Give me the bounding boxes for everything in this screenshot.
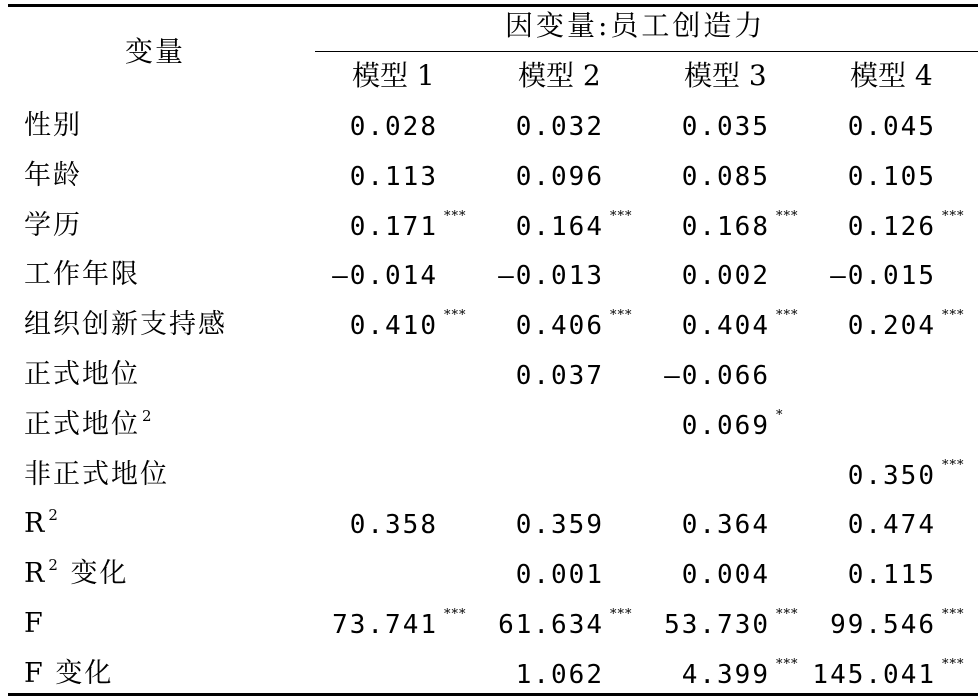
row-label-superscript: 2: [48, 556, 60, 574]
header-model-3: 模型 3: [684, 59, 767, 92]
header-variable: 变量: [125, 35, 186, 68]
significance-stars: *: [776, 408, 784, 423]
table-cell-value: 4.399: [681, 660, 770, 690]
row-label-text: F: [24, 608, 45, 639]
table-cell-value: 0.035: [681, 112, 770, 142]
table-cell-value: 61.634: [498, 610, 604, 640]
table-cell-value: —0.015: [830, 261, 936, 291]
row-label-superscript: 2: [48, 506, 60, 524]
row-label: [24, 407, 154, 440]
table-cell-value: —0.066: [664, 361, 770, 391]
table-cell-value: 0.032: [515, 112, 604, 142]
table-cell-value: 0.171: [349, 212, 438, 242]
table-cell-value: 0.115: [847, 560, 936, 590]
significance-stars: ***: [610, 209, 633, 224]
row-label: [24, 660, 113, 687]
table-cell-value: 0.164: [515, 212, 604, 242]
significance-stars: ***: [776, 209, 799, 224]
row-label-text: 工作年限: [24, 259, 140, 290]
table-top-rule: [8, 4, 978, 7]
row-label-text: 学历: [24, 210, 82, 241]
table-cell-value: 0.410: [349, 311, 438, 341]
table-cell-value: 0.404: [681, 311, 770, 341]
header-sub-rule: [315, 51, 978, 52]
row-label-text: R: [24, 508, 47, 539]
table-cell-value: 0.045: [847, 112, 936, 142]
row-label-text: 正式地位: [24, 359, 140, 390]
header-dependent-variable: 因变量:员工创造力: [505, 9, 766, 42]
header-model-2: 模型 2: [518, 59, 601, 92]
significance-stars: ***: [942, 657, 965, 672]
table-cell-value: —0.013: [498, 261, 604, 291]
row-label-superscript: 2: [142, 407, 154, 425]
row-label: [24, 311, 227, 338]
significance-stars: ***: [942, 458, 965, 473]
row-label: [24, 261, 140, 288]
table-cell-value: 53.730: [664, 610, 770, 640]
table-cell-value: 99.546: [830, 610, 936, 640]
table-cell-value: 0.350: [847, 461, 936, 491]
row-label-text: 正式地位: [24, 409, 140, 440]
significance-stars: ***: [444, 607, 467, 622]
header-model-1: 模型 1: [352, 59, 435, 92]
row-label: [24, 610, 45, 637]
table-cell-value: 0.069: [681, 411, 770, 441]
row-label: [24, 461, 169, 488]
table-cell-value: 0.113: [349, 162, 438, 192]
significance-stars: ***: [610, 607, 633, 622]
row-label-text: 年龄: [24, 160, 82, 191]
table-cell-value: 0.028: [349, 112, 438, 142]
row-label-text: 非正式地位: [24, 459, 169, 490]
table-cell-value: 73.741: [332, 610, 438, 640]
table-cell-value: 0.359: [515, 510, 604, 540]
table-cell-value: 1.062: [515, 660, 604, 690]
row-label-text: F 变化: [24, 658, 114, 689]
significance-stars: ***: [776, 657, 799, 672]
table-cell-value: 0.001: [515, 560, 604, 590]
table-cell-value: 0.204: [847, 311, 936, 341]
row-label: [24, 361, 140, 388]
table-cell-value: 0.126: [847, 212, 936, 242]
table-cell-value: 0.096: [515, 162, 604, 192]
table-cell-value: 0.168: [681, 212, 770, 242]
significance-stars: ***: [444, 308, 467, 323]
table-cell-value: 0.358: [349, 510, 438, 540]
table-bottom-rule: [8, 693, 978, 696]
row-label: [24, 556, 129, 589]
significance-stars: ***: [776, 607, 799, 622]
table-cell-value: —0.014: [332, 261, 438, 291]
table-cell-value: 0.105: [847, 162, 936, 192]
header-model-4: 模型 4: [850, 59, 933, 92]
table-cell-value: 0.085: [681, 162, 770, 192]
table-cell-value: 0.474: [847, 510, 936, 540]
significance-stars: ***: [942, 607, 965, 622]
table-cell-value: 0.004: [681, 560, 770, 590]
row-label-text: 性别: [24, 110, 82, 141]
table-cell-value: 0.364: [681, 510, 770, 540]
row-label: [24, 162, 82, 189]
table-cell-value: 0.406: [515, 311, 604, 341]
row-label: [24, 112, 82, 139]
significance-stars: ***: [610, 308, 633, 323]
row-label: [24, 212, 82, 239]
significance-stars: ***: [942, 209, 965, 224]
row-label: [24, 506, 60, 539]
significance-stars: ***: [776, 308, 799, 323]
row-label-text: R: [24, 558, 47, 589]
row-label-suffix: 变化: [59, 558, 129, 589]
table-cell-value: 145.041: [812, 660, 936, 690]
significance-stars: ***: [444, 209, 467, 224]
row-label-text: 组织创新支持感: [24, 309, 227, 340]
table-cell-value: 0.037: [515, 361, 604, 391]
table-cell-value: 0.002: [681, 261, 770, 291]
significance-stars: ***: [942, 308, 965, 323]
